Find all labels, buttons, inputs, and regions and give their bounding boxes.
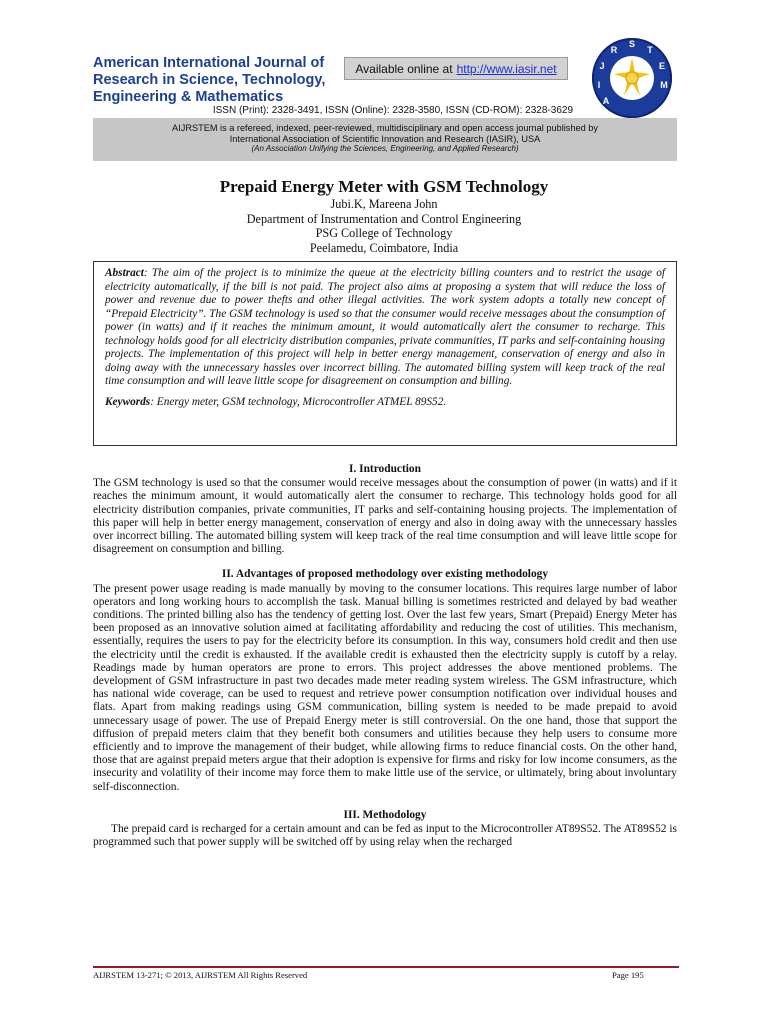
paper-body	[93, 463, 677, 849]
svg-text:R: R	[610, 45, 618, 55]
paper-college: PSG College of Technology	[315, 226, 453, 240]
section-text-advantages: The present power usage reading is made manually by moving to the consumer locations. This requires large number of labor operators and long working hours to accomplish the task. Manual billing is sometimes restricted and delayed by bad weather conditions. The printed billing also has the tendency of getting lost. Over the last few years, Smart (Prepaid) Energy Meter has been proposed as an innovative solution aimed at facilitating affordability and reducing the cost of utilities. This mechanism, essentially, requires the users to pay for the electricity before its consumption. In this way, consumers hold credit and then use the electricity until the credit is exhausted. If the available credit is exhausted then the electricity supply is cutoff by a relay. Readings made by human operators are prone to errors. This project addresses the above mentioned problems. The development of GSM infrastructure in past two decades made meter reading system wireless. The GSM infrastructure, which has national wide coverage, can be used to request and retrieve power consumption notification over individual houses and flats. Apart from making readings using GSM communication, billing system is needed to be made prepaid to avoid unnecessary usage of power. The use of Prepaid Energy meter is still controversial. On the one hand, those that support the diffusion of prepaid meters claim that they benefit both consumers and utilities because they help users to consume more efficiently and to improve the management of their budget, while allowing firms to reduce financial costs. On the other hand, those that are against prepaid meters argue that their adoption is expensive for firms and risky for low income consumers, as the insecurity and volatility of their income may force them to make little use of the service, or ultimately, bring about involuntary self-disconnection.	[93, 582, 677, 793]
journal-name	[93, 55, 353, 106]
paper-title: Prepaid Energy Meter with GSM Technology	[219, 177, 549, 196]
footer-copyright: AIJRSTEM 13-271; © 2013, AIJRSTEM All Rights Reserved	[93, 970, 308, 980]
banner-line1: AIJRSTEM is a refereed, indexed, peer-reviewed, multidisciplinary and open access journal published by	[172, 123, 598, 133]
svg-text:T: T	[647, 45, 653, 55]
banner-line3: (An Association Unifying the Sciences, Engineering, and Applied Research)	[251, 144, 519, 153]
svg-text:A: A	[602, 96, 610, 106]
journal-banner	[93, 118, 677, 161]
journal-name-line2: Research in Science, Technology,	[93, 72, 326, 88]
section-text-introduction: The GSM technology is used so that the consumer would receive messages about the consumption of power (in watts) and if it reaches the minimum amount, it would automatically alert the consumer to recharge. This technology holds good for all electricity distribution companies, private communities, IT parks and self-containing housing projects. The implementation of this paper will help in better energy management, conservation of energy and also in doing away with the unnecessary hassles over incorrect billing. The automated billing system will keep track of the real time consumption and will leave little scope for disagreement on consumption and billing.	[93, 477, 677, 556]
footer-page-number: Page 195	[612, 970, 644, 980]
banner-line2: International Association of Scientific Innovation and Research (IASIR), USA	[229, 133, 541, 144]
svg-text:I: I	[597, 80, 601, 90]
abstract-text: : The aim of the project is to minimize the queue at the electricity billing counters and to restrict the usage of electricity automatically, if the bill is not paid. The project also aims at proposing a system that will reduce the loss of power and revenue due to power thefts and other illegal activities. The work system adopts a totally new concept of “Prepaid Electricity”. The GSM technology is used so that the consumer would receive messages about the consumption of power (in watts) and if it reaches the minimum amount, it would automatically alert the consumer to recharge. This technology holds good for all electricity distribution companies, private communities, IT parks and self-containing housing projects. The implementation of this project will help in better energy management, conservation of energy and also in doing away with the unnecessary hassles over incorrect billing. The automated billing system will keep track of the real time consumption and will leave little scope for disagreement on consumption and billing.	[105, 267, 665, 387]
abstract-label: Abstract	[105, 267, 144, 279]
section-heading-introduction: I. Introduction	[349, 463, 421, 475]
svg-text:E: E	[658, 61, 666, 71]
title-block	[60, 177, 708, 255]
svg-text:J: J	[599, 61, 605, 71]
journal-seal-logo	[590, 36, 674, 120]
journal-name-line3: Engineering & Mathematics	[93, 89, 284, 105]
keywords-label: Keywords	[105, 395, 151, 408]
journal-name-line1: American International Journal of	[93, 55, 325, 71]
section-heading-methodology: III. Methodology	[343, 808, 427, 821]
svg-text:S: S	[628, 39, 636, 49]
keywords-paragraph	[105, 396, 665, 410]
abstract-paragraph	[105, 267, 665, 389]
paper-department: Department of Instrumentation and Control Engineering	[246, 211, 522, 226]
svg-text:M: M	[660, 80, 668, 90]
abstract-box	[93, 261, 677, 446]
journal-website-link[interactable]: http://www.iasir.net	[456, 61, 557, 76]
available-label: Available online at	[355, 61, 453, 76]
paper-authors: Jubi.K, Mareena John	[330, 197, 438, 211]
footer-divider	[93, 966, 679, 968]
issn-line: ISSN (Print): 2328-3491, ISSN (Online): 2328-3580, ISSN (CD-ROM): 2328-3629	[212, 105, 573, 116]
keywords-text: : Energy meter, GSM technology, Microcontroller ATMEL 89S52.	[150, 395, 447, 408]
available-online-box	[344, 57, 568, 80]
section-text-methodology: The prepaid card is recharged for a certain amount and can be fed as input to the Microcontroller AT89S52. The AT89S52 is programmed such that power supply will be switched off by using relay when the recharged	[93, 823, 677, 849]
paper-location: Peelamedu, Coimbatore, India	[309, 240, 459, 255]
section-heading-advantages: II. Advantages of proposed methodology over existing methodology	[221, 568, 549, 581]
